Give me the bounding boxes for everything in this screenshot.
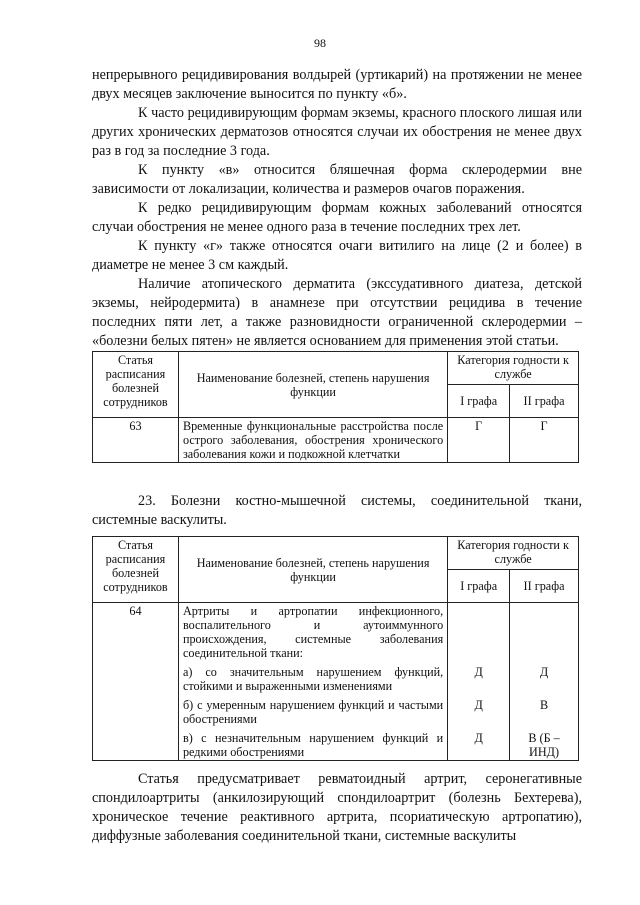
- cell-row-b-g2: В: [510, 697, 579, 730]
- header-graph-2: II графа: [510, 570, 579, 603]
- body-text-bottom: [92, 770, 582, 846]
- header-graph-1: I графа: [448, 570, 510, 603]
- page-number: 98: [314, 36, 326, 50]
- header-graph-2: II графа: [510, 385, 579, 418]
- cell-graph-2: Г: [510, 418, 579, 463]
- paragraph: К пункту «в» относится бляшечная форма склеродермии вне зависимости от локализации, количества и размеров очагов поражения.: [92, 162, 582, 197]
- header-disease-name: Наименование болезней, степень нарушения функции: [178, 352, 447, 418]
- paragraph: К часто рецидивирующим формам экземы, красного плоского лишая или других хронических дерматозов относятся случаи их обострения не менее двух раз в год за последние 3 года.: [92, 105, 582, 159]
- section-heading: 23. Болезни костно-мышечной системы, соединительной ткани, системные васкулиты.: [92, 493, 582, 528]
- cell-intro: Артриты и артропатии инфекционного, воспалительного и аутоиммунного происхождения, системные заболевания соединительной ткани:: [178, 603, 447, 665]
- cell-article: 64: [93, 603, 179, 761]
- table-article-63: [92, 351, 579, 463]
- cell-disease-name: Временные функциональные расстройства после острого заболевания, обострения хронического заболевания кожи и подкожной клетчатки: [178, 418, 447, 463]
- paragraph: непрерывного рецидивирования волдырей (уртикарий) на протяжении не менее двух месяцев заключение выносится по пункту «б».: [92, 67, 582, 102]
- cell-row-c-g2: В (Б – ИНД): [510, 730, 579, 761]
- paragraph: Статья предусматривает ревматоидный артрит, серонегативные спондилоартриты (анкилозирующий спондилоартрит (болезнь Бехтерева), хроническое течение реактивного артрита, псориатическую артропатию), диффузные заболевания соединительной ткани, системные васкулиты: [92, 771, 582, 844]
- cell-row-c-g1: Д: [448, 730, 510, 761]
- section-title: [92, 492, 582, 530]
- cell-article: 63: [93, 418, 179, 463]
- cell-row-b-g1: Д: [448, 697, 510, 730]
- cell-graph-1: Г: [448, 418, 510, 463]
- body-text-top: [92, 66, 582, 351]
- table-article-64: [92, 536, 579, 761]
- paragraph: Наличие атопического дерматита (экссудативного диатеза, детской экземы, нейродермита) в анамнезе при отсутствии рецидива в течение последних пяти лет, а также разновидности ограниченной склеродермии – «болезни белых пятен» не является основанием для применения этой статьи.: [92, 276, 582, 349]
- header-graph-1: I графа: [448, 385, 510, 418]
- paragraph: К пункту «г» также относятся очаги витилиго на лице (2 и более) в диаметре не менее 3 см каждый.: [92, 238, 582, 273]
- cell-row-a-g1: Д: [448, 664, 510, 697]
- header-article: Статья расписания болезней сотрудников: [93, 537, 179, 603]
- header-disease-name: Наименование болезней, степень нарушения функции: [178, 537, 447, 603]
- paragraph: К редко рецидивирующим формам кожных заболеваний относятся случаи обострения не менее одного раза в течение последних трех лет.: [92, 200, 582, 235]
- cell-row-a-g2: Д: [510, 664, 579, 697]
- header-category: Категория годности к службе: [448, 352, 579, 385]
- cell-row-b: б) с умеренным нарушением функций и частыми обострениями: [178, 697, 447, 730]
- cell-row-c: в) с незначительным нарушением функций и редкими обострениями: [178, 730, 447, 761]
- header-category: Категория годности к службе: [448, 537, 579, 570]
- header-article: Статья расписания болезней сотрудников: [93, 352, 179, 418]
- cell-row-a: а) со значительным нарушением функций, стойкими и выраженными изменениями: [178, 664, 447, 697]
